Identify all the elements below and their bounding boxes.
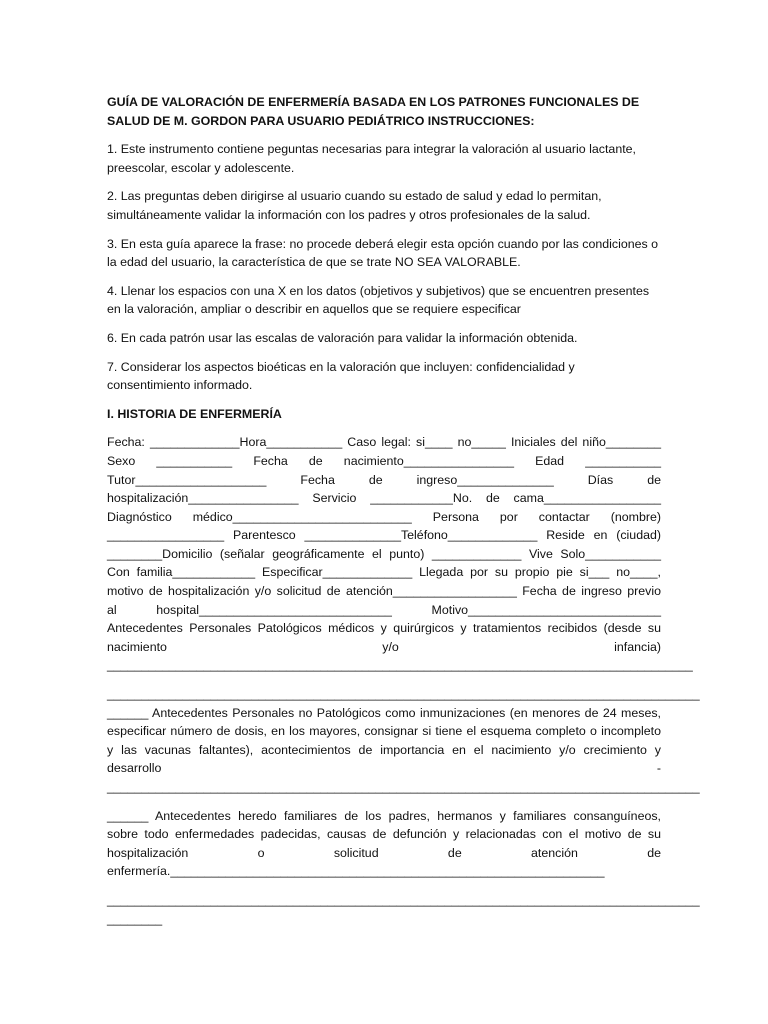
instruction-3: 3. En esta guía aparece la frase: no procede deberá elegir esta opción cuando por las condiciones o la edad del usuario, la característica de que se trate NO SEA VALORABLE. [107,236,659,270]
heredo-line: enfermería._______________________________________________________________ [107,864,605,879]
fill-line: _____________________________________________________________________________________ [107,658,693,673]
form-line: Sexo ___________ Fecha de nacimiento________________ Edad ___________ [107,453,661,468]
fill-line: ______________________________________________________________________________________ [107,780,700,794]
fill-line: ______________________________________________________________________________________ [107,687,700,702]
form-line: _________________ Parentesco ______________Teléfono_____________ Reside en (ciudad) [107,528,661,543]
instruction-6: 6. En cada patrón usar las escalas de valoración para validar la información obtenida. [107,330,578,345]
instruction-4: 4. Llenar los espacios con una X en los datos (objetivos y subjetivos) que se encuentren presentes en la valoración, ampliar o describir en aquellos que se requiere especificar [107,283,650,317]
form-line: Antecedentes Personales Patológicos médicos y quirúrgicos y tratamientos recibidos (desde su [107,621,661,636]
no-patologicos-line: especificar número de dosis, en los mayores, consignar si tiene el esquema completo o incompleto [107,724,661,739]
document-title: GUÍA DE VALORACIÓN DE ENFERMERÍA BASADA EN LOS PATRONES FUNCIONALES DE SALUD DE M. GORDON PARA USUARIO PEDIÁTRICO INSTRUCCIONES: [107,95,640,128]
form-line: Tutor___________________ Fecha de ingreso______________ Días de [107,472,661,487]
instruction-7: 7. Considerar los aspectos bioéticas en la valoración que incluyen: confidencialidad y consentimiento informado. [107,359,575,393]
fill-line: ________ [107,911,163,926]
heredo-line: hospitalización o solicitud de atención de [107,845,661,860]
form-block [107,433,700,928]
form-line: Diagnóstico médico__________________________ Persona por contactar (nombre) [107,509,661,524]
fill-line: ______________________________________________________________________________________ [107,892,700,907]
instruction-2: 2. Las preguntas deben dirigirse al usuario cuando su estado de salud y edad lo permitan, simultáneamente validar la información con los padres y otros profesionales de la salud. [107,189,602,222]
document-page [107,93,700,928]
form-line: al hospital____________________________ Motivo____________________________ [107,602,661,617]
heredo-line: sobre todo enfermedades padecidas, causas de defunción y relacionadas con el motivo de su [107,827,661,842]
form-line: Fecha: _____________Hora___________ Caso legal: si____ no_____ Iniciales del niño________ [107,435,661,450]
form-line: motivo de hospitalización y/o solicitud de atención__________________ Fecha de ingreso previo [107,584,661,599]
no-patologicos-line: y las vacunas faltantes), acontecimientos de importancia en el nacimiento y/o crecimiento y [107,742,661,757]
instruction-1: 1. Este instrumento contiene peguntas necesarias para integrar la valoración al usuario lactante, preescolar, escolar y adolescente. [107,142,636,175]
section-title: I. HISTORIA DE ENFERMERÍA [107,406,282,421]
form-line: hospitalización________________ Servicio ____________No. de cama_________________ [107,491,661,506]
heredo-line: ______ Antecedentes heredo familiares de los padres, hermanos y familiares consanguíneos, [107,808,661,823]
form-line: Con familia____________ Especificar_____________ Llegada por su propio pie si___ no____, [107,565,661,580]
no-patologicos-line: desarrollo - [107,761,661,776]
form-line: ________Domicilio (señalar geográficamente el punto) _____________ Vive Solo___________ [107,546,661,561]
form-line: nacimiento y/o infancia) [107,639,661,654]
no-patologicos-line: ______ Antecedentes Personales no Patológicos como inmunizaciones (en menores de 24 meses, [107,705,661,720]
